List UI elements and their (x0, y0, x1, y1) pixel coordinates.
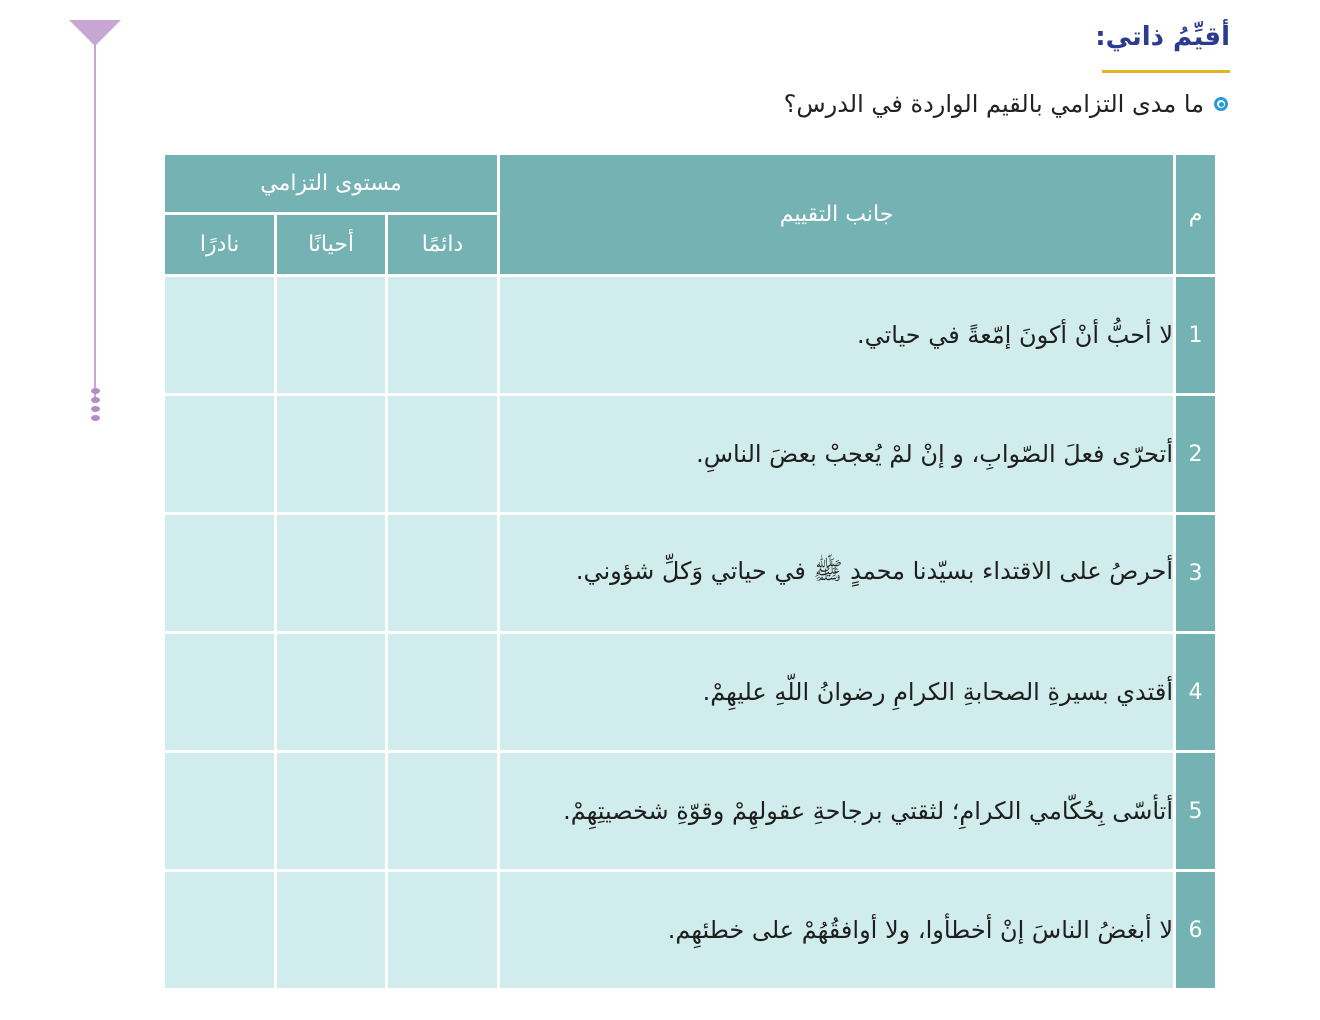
column-header-level: مستوى التزامي (164, 154, 499, 214)
cell-sometimes[interactable] (276, 871, 387, 990)
table-row (164, 514, 1217, 633)
cell-always[interactable] (387, 752, 499, 871)
level-always: دائمًا (387, 214, 499, 276)
row-number: 6 (1175, 871, 1217, 990)
question (784, 90, 1228, 118)
cell-rarely[interactable] (164, 276, 276, 395)
row-text: لا أحبُّ أنْ أكونَ إمّعةً في حياتي. (499, 276, 1175, 395)
row-number: 3 (1175, 514, 1217, 633)
row-number: 4 (1175, 633, 1217, 752)
row-number: 2 (1175, 395, 1217, 514)
decor-line (94, 40, 96, 400)
cell-rarely[interactable] (164, 514, 276, 633)
decor-dots (88, 388, 102, 421)
row-text: أتحرّى فعلَ الصّوابِ، و إنْ لمْ يُعجبْ بعضَ الناسِ. (499, 395, 1175, 514)
section-title: أقيِّمُ ذاتي: (1095, 22, 1230, 52)
row-text: أحرصُ على الاقتداء بسيّدنا محمدٍ ﷺ في حياتي وَكلِّ شؤوني. (499, 514, 1175, 633)
cell-sometimes[interactable] (276, 752, 387, 871)
cell-always[interactable] (387, 633, 499, 752)
cell-always[interactable] (387, 871, 499, 990)
cell-always[interactable] (387, 395, 499, 514)
cell-rarely[interactable] (164, 395, 276, 514)
row-text: أتأسّى بِحُكّامي الكرامِ؛ لثقتي برجاحةِ عقولهِمْ وقوّةِ شخصيتِهِمْ. (499, 752, 1175, 871)
cell-rarely[interactable] (164, 752, 276, 871)
row-text: أقتدي بسيرةِ الصحابةِ الكرامِ رضوانُ اللّهِ عليهِمْ. (499, 633, 1175, 752)
cell-always[interactable] (387, 514, 499, 633)
cell-always[interactable] (387, 276, 499, 395)
table-row (164, 395, 1217, 514)
title-underline (1102, 70, 1230, 73)
evaluation-table (162, 152, 1218, 991)
table-row (164, 752, 1217, 871)
bullet-icon (1214, 97, 1228, 111)
row-number: 5 (1175, 752, 1217, 871)
level-sometimes: أحيانًا (276, 214, 387, 276)
table-row (164, 871, 1217, 990)
table-row (164, 276, 1217, 395)
column-header-aspect: جانب التقييم (499, 154, 1175, 276)
table-row (164, 633, 1217, 752)
row-number: 1 (1175, 276, 1217, 395)
cell-rarely[interactable] (164, 633, 276, 752)
column-header-number: م (1175, 154, 1217, 276)
row-text: لا أبغضُ الناسَ إنْ أخطأوا، ولا أوافقُهُمْ على خطئهِم. (499, 871, 1175, 990)
cell-sometimes[interactable] (276, 633, 387, 752)
cell-sometimes[interactable] (276, 276, 387, 395)
cell-sometimes[interactable] (276, 395, 387, 514)
cell-sometimes[interactable] (276, 514, 387, 633)
cell-rarely[interactable] (164, 871, 276, 990)
level-rarely: نادرًا (164, 214, 276, 276)
question-text: ما مدى التزامي بالقيم الواردة في الدرس؟ (783, 90, 1204, 118)
